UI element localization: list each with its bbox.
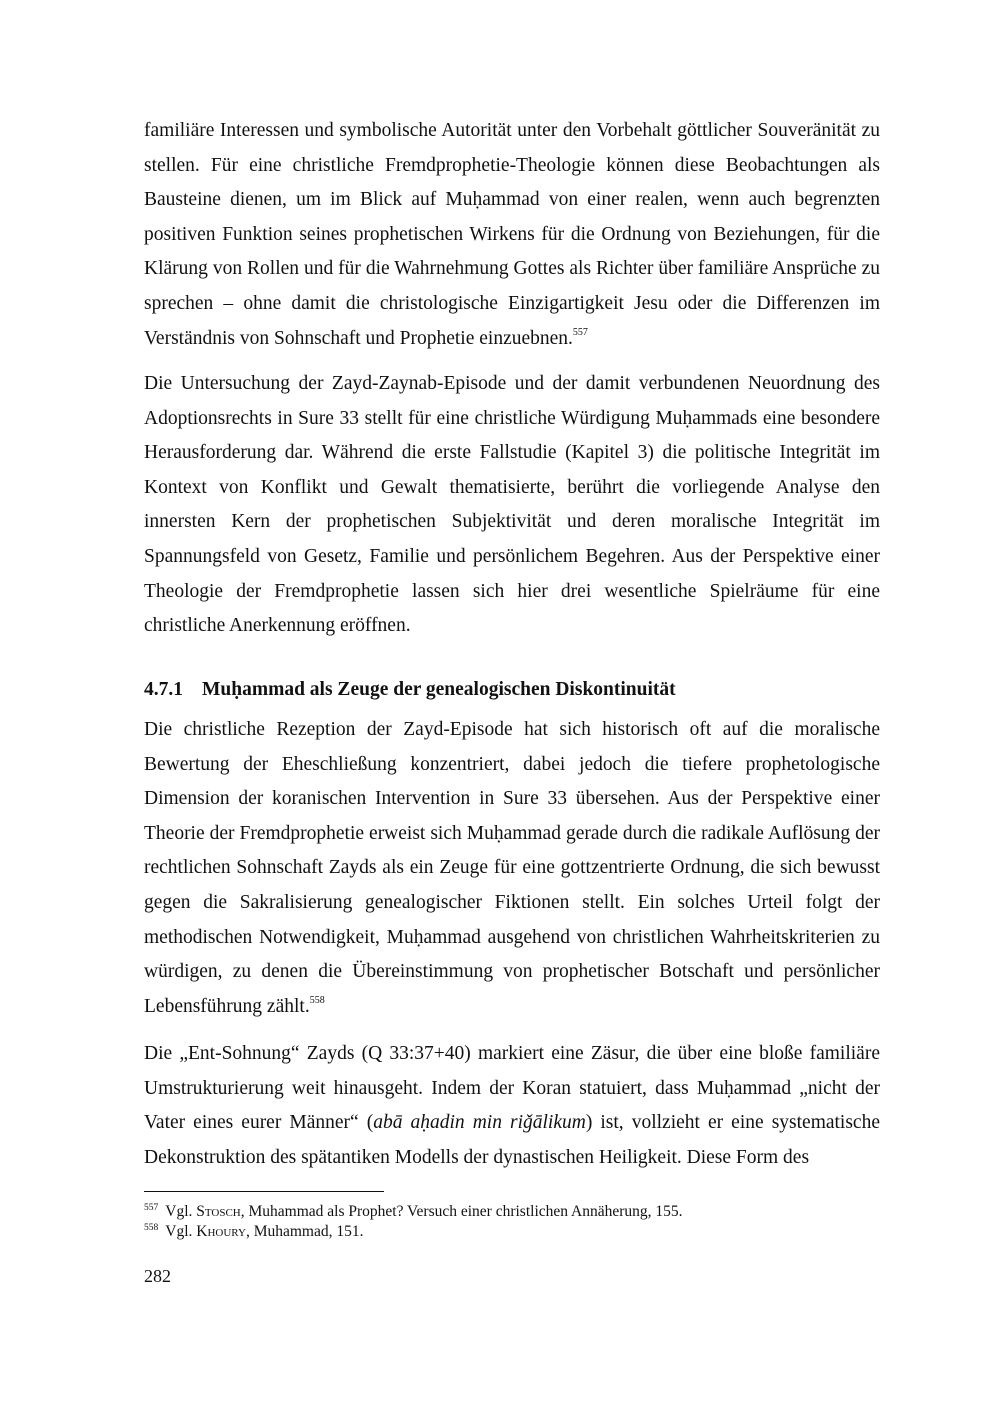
section-heading (144, 674, 676, 706)
paragraph-1 (144, 114, 880, 356)
paragraph-2 (144, 367, 880, 644)
footnote-ref-558[interactable]: 558 (309, 994, 325, 1006)
footnote-557 (144, 1202, 880, 1222)
footnote-text: , Muhammad, 151. (245, 1223, 364, 1240)
footnote-divider (144, 1191, 384, 1192)
paragraph-4-text-a: Die „Ent-Sohnung“ Zayds (Q 33:37+40) markiert eine Zäsur, die über eine bloße familiäre Umstrukturierung weit hinausgeht. Indem der Koran statuiert, dass Muḥammad „nicht der Vater eines eurer Männer“ ( (144, 1043, 880, 1134)
footnote-number: 558 (144, 1223, 159, 1233)
paragraph-1-text: familiäre Interessen und symbolische Autorität unter den Vorbehalt göttlicher Souveränität zu stellen. Für eine christliche Fremdprophetie-Theologie können diese Beobachtungen als Bausteine dienen, um im Blick auf Muḥammad von einer realen, wenn auch begrenzten positiven Funktion seines prophetischen Wirkens für die Ordnung von Beziehungen, für die Klärung von Rollen und für die Wahrnehmung Gottes als Richter über familiäre Ansprüche zu sprechen – ohne damit die christologische Einzigartigkeit Jesu oder die Differenzen im Verständnis von Sohnschaft und Prophetie einzuebnen. (144, 120, 880, 349)
paragraph-3-text: Die christliche Rezeption der Zayd-Episode hat sich historisch oft auf die moralische Bewertung der Eheschließung konzentriert, dabei jedoch die tiefere prophetologische Dimension der koranischen Intervention in Sure 33 übersehen. Aus der Perspektive einer Theorie der Fremdprophetie erweist sich Muḥammad gerade durch die radikale Auflösung der rechtlichen Sohnschaft Zayds als ein Zeuge für eine gottzentrierte Ordnung, die sich bewusst gegen die Sakralisierung genealogischer Fiktionen stellt. Ein solches Urteil folgt der methodischen Notwendigkeit, Muḥammad ausgehend von christlichen Wahrheitskriterien zu würdigen, zu denen die Übereinstimmung von prophetischer Botschaft und persönlicher Lebensführung zählt. (144, 719, 880, 1017)
paragraph-4-text-b: ) ist, vollzieht er eine systematische Dekonstruktion des spätantiken Modells der dynastischen Heiligkeit. Diese Form des (144, 1112, 880, 1168)
footnote-prefix: Vgl. (165, 1223, 197, 1240)
footnote-author: Khoury (196, 1223, 246, 1240)
page-number: 282 (144, 1266, 171, 1286)
footnote-558 (144, 1222, 880, 1242)
section-title: Muḥammad als Zeuge der genealogischen Diskontinuität (202, 679, 676, 700)
arabic-quote: abā aḥadin min riǧālikum (373, 1112, 586, 1134)
paragraph-3 (144, 713, 880, 1024)
section-number: 4.7.1 (144, 679, 183, 700)
paragraph-4 (144, 1037, 880, 1175)
footnotes (144, 1202, 880, 1242)
paragraph-2-text: Die Untersuchung der Zayd-Zaynab-Episode und der damit verbundenen Neuordnung des Adoptionsrechts in Sure 33 stellt für eine christliche Würdigung Muḥammads eine besondere Herausforderung dar. Während die erste Fallstudie (Kapitel 3) die politische Integrität im Kontext von Konflikt und Gewalt thematisierte, berührt die vorliegende Analyse den innersten Kern der prophetischen Subjektivität und deren moralische Integrität im Spannungsfeld von Gesetz, Familie und persönlichem Begehren. Aus der Perspektive einer Theologie der Fremdprophetie lassen sich hier drei wesentliche Spielräume für eine christliche Anerkennung eröffnen. (144, 373, 880, 637)
footnote-text: , Muhammad als Prophet? Versuch einer christlichen Annäherung, 155. (240, 1203, 683, 1220)
footnote-prefix: Vgl. (165, 1203, 197, 1220)
footnote-author: Stosch (196, 1203, 241, 1220)
footnote-number: 557 (144, 1203, 159, 1213)
footnote-ref-557[interactable]: 557 (572, 326, 588, 338)
